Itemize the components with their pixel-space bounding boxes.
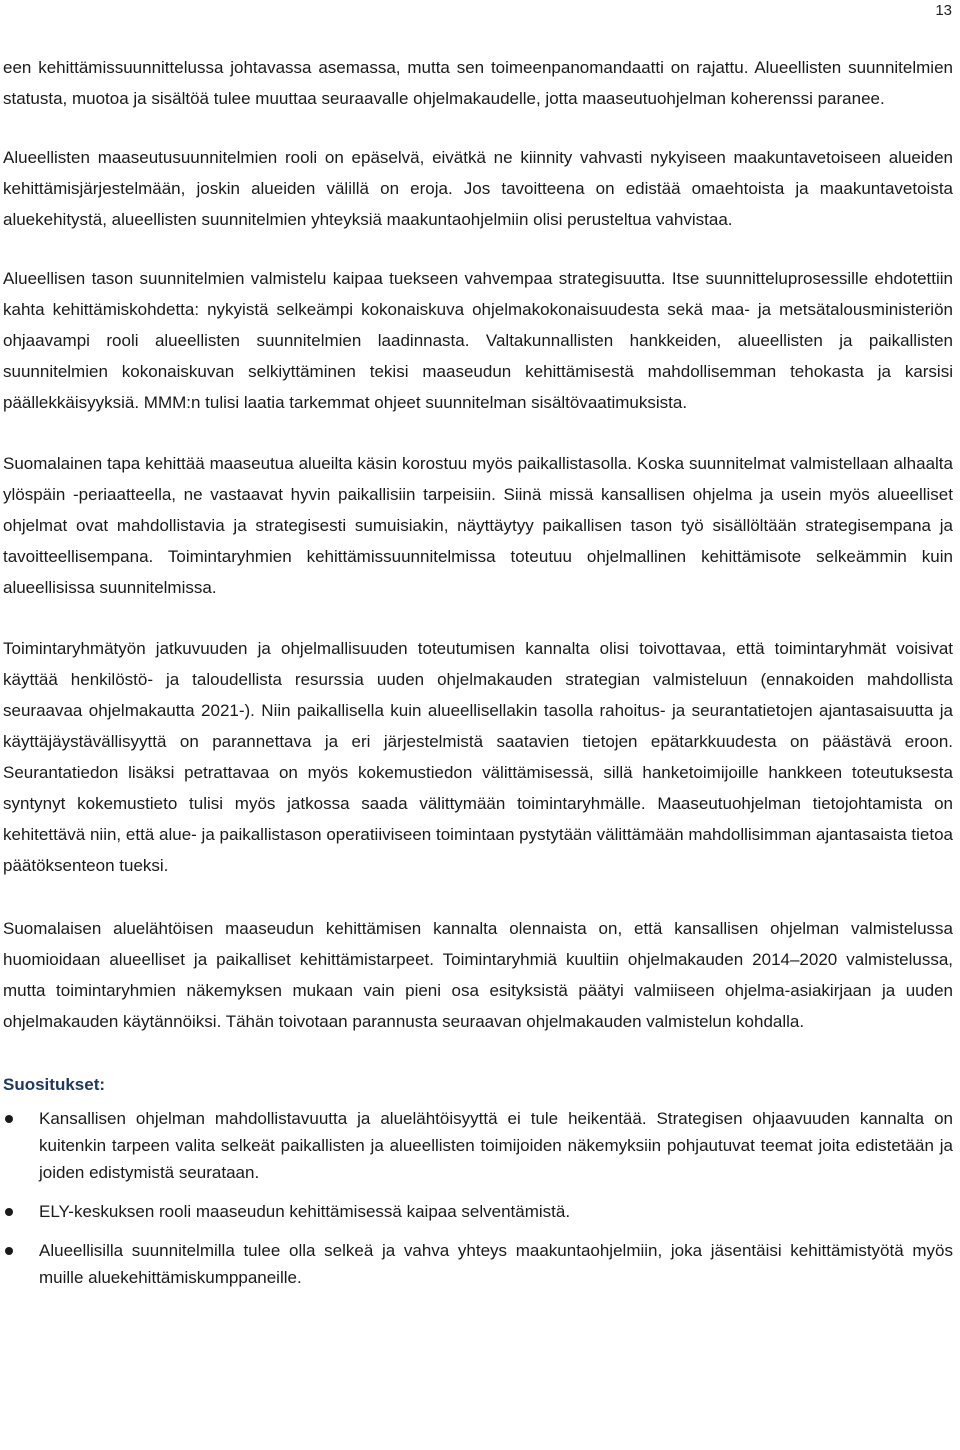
paragraph: Suomalainen tapa kehittää maaseutua alueilta käsin korostuu myös paikallistasolla. Koska suunnitelmat valmistellaan alhaalta ylöspäin -periaatteella, ne vastaavat hyvin paikallisiin tarpeisiin. Siinä missä kansallisen ohjelma ja usein myös alueelliset ohjelmat ovat mahdollistavia ja strategisesti sumuisiakin, näyttäytyy paikallisen tason työ sisällöltään strategisempana ja tavoitteellisempana. Toimintaryhmien kehittämissuunnitelmissa toteutuu ohjelmallinen kehittämisote selkeämmin kuin alueellisissa suunnitelmissa.	[3, 454, 953, 597]
list-item-text: Kansallisen ohjelman mahdollistavuutta ja aluelähtöisyyttä ei tule heikentää. Strategisen ohjaavuuden kannalta on kuitenkin tarpeen valita selkeät paikallisten ja alueellisten toimijoiden näkemyksiin pohjautuvat teemat joita edistetään ja joiden edistymistä seurataan.	[39, 1109, 953, 1182]
paragraph: Toimintaryhmätyön jatkuvuuden ja ohjelmallisuuden toteutumisen kannalta olisi toivottavaa, että toimintaryhmät voisivat käyttää henkilöstö- ja taloudellista resurssia uuden ohjelmakauden strategian valmisteluun (ennakoiden mahdollista seuraavaa ohjelmakautta 2021-). Niin paikallisella kuin alueellisellakin tasolla rahoitus- ja seurantatietojen ajantasaisuutta ja käyttäjäystävällisyyttä on parannettava ja eri järjestelmistä saatavien tietojen epätarkkuudesta on päästävä eroon. Seurantatiedon lisäksi petrattavaa on myös kokemustiedon välittämisessä, sillä hanketoimijoille hankkeen toteutuksesta syntynyt kokemustieto tulisi myös jatkossa saada välittymään toimintaryhmälle. Maaseutuohjelman tietojohtamista on kehitettävä niin, että alue- ja paikallistason operatiiviseen toimintaan pystytään välittämään mahdollisimman ajantasaista tietoa päätöksenteon tueksi.	[3, 639, 953, 875]
list-item-text: Alueellisilla suunnitelmilla tulee olla selkeä ja vahva yhteys maakuntaohjelmiin, joka jäsentäisi kehittämistyötä myös muille aluekehittämiskumppaneille.	[39, 1241, 953, 1287]
list-item-text: ELY-keskuksen rooli maaseudun kehittämisessä kaipaa selventämistä.	[39, 1202, 571, 1221]
document-body	[3, 52, 953, 1303]
page-number: 13	[935, 2, 952, 19]
bullet-icon	[5, 1115, 13, 1123]
bullet-icon	[5, 1247, 13, 1255]
recommendations-list	[3, 1105, 953, 1291]
list-item	[3, 1198, 953, 1225]
paragraph: een kehittämissuunnittelussa johtavassa asemassa, mutta sen toimeenpanomandaatti on rajattu. Alueellisten suunnitelmien statusta, muotoa ja sisältöä tulee muuttaa seuraavalle ohjelmakaudelle, jotta maaseutuohjelman koherenssi paranee.	[3, 58, 953, 108]
paragraph: Alueellisten maaseutusuunnitelmien rooli on epäselvä, eivätkä ne kiinnity vahvasti nykyiseen maakuntavetoiseen alueiden kehittämisjärjestelmään, joskin alueiden välillä on eroja. Jos tavoitteena on edistää omaehtoista ja maakuntavetoista aluekehitystä, alueellisten suunnitelmien yhteyksiä maakuntaohjelmiin olisi perusteltua vahvistaa.	[3, 148, 953, 229]
paragraph: Suomalaisen aluelähtöisen maaseudun kehittämisen kannalta olennaista on, että kansallisen ohjelman valmistelussa huomioidaan alueelliset ja paikalliset kehittämistarpeet. Toimintaryhmiä kuultiin ohjelmakauden 2014–2020 valmistelussa, mutta toimintaryhmien näkemyksen mukaan vain pieni osa esityksistä päätyi valmiiseen ohjelma-asiakirjaan ja uuden ohjelmakauden käytännöiksi. Tähän toivotaan parannusta seuraavan ohjelmakauden valmistelun kohdalla.	[3, 919, 953, 1031]
recommendations-heading: Suositukset:	[3, 1075, 106, 1094]
paragraph: Alueellisen tason suunnitelmien valmistelu kaipaa tuekseen vahvempaa strategisuutta. Itse suunnitteluprosessille ehdotettiin kahta kehittämiskohdetta: nykyistä selkeämpi kokonaiskuva ohjelmakokonaisuudesta sekä maa- ja metsätalousministeriön ohjaavampi rooli alueellisten suunnitelmien laadinnasta. Valtakunnallisten hankkeiden, alueellisten ja paikallisten suunnitelmien kokonaiskuvan selkiyttäminen tekisi maaseudun kehittämisestä mahdollisemman tehokasta ja karsisi päällekkäisyyksiä. MMM:n tulisi laatia tarkemmat ohjeet suunnitelman sisältövaatimuksista.	[3, 269, 953, 412]
bullet-icon	[5, 1208, 13, 1216]
list-item	[3, 1237, 953, 1291]
list-item	[3, 1105, 953, 1186]
